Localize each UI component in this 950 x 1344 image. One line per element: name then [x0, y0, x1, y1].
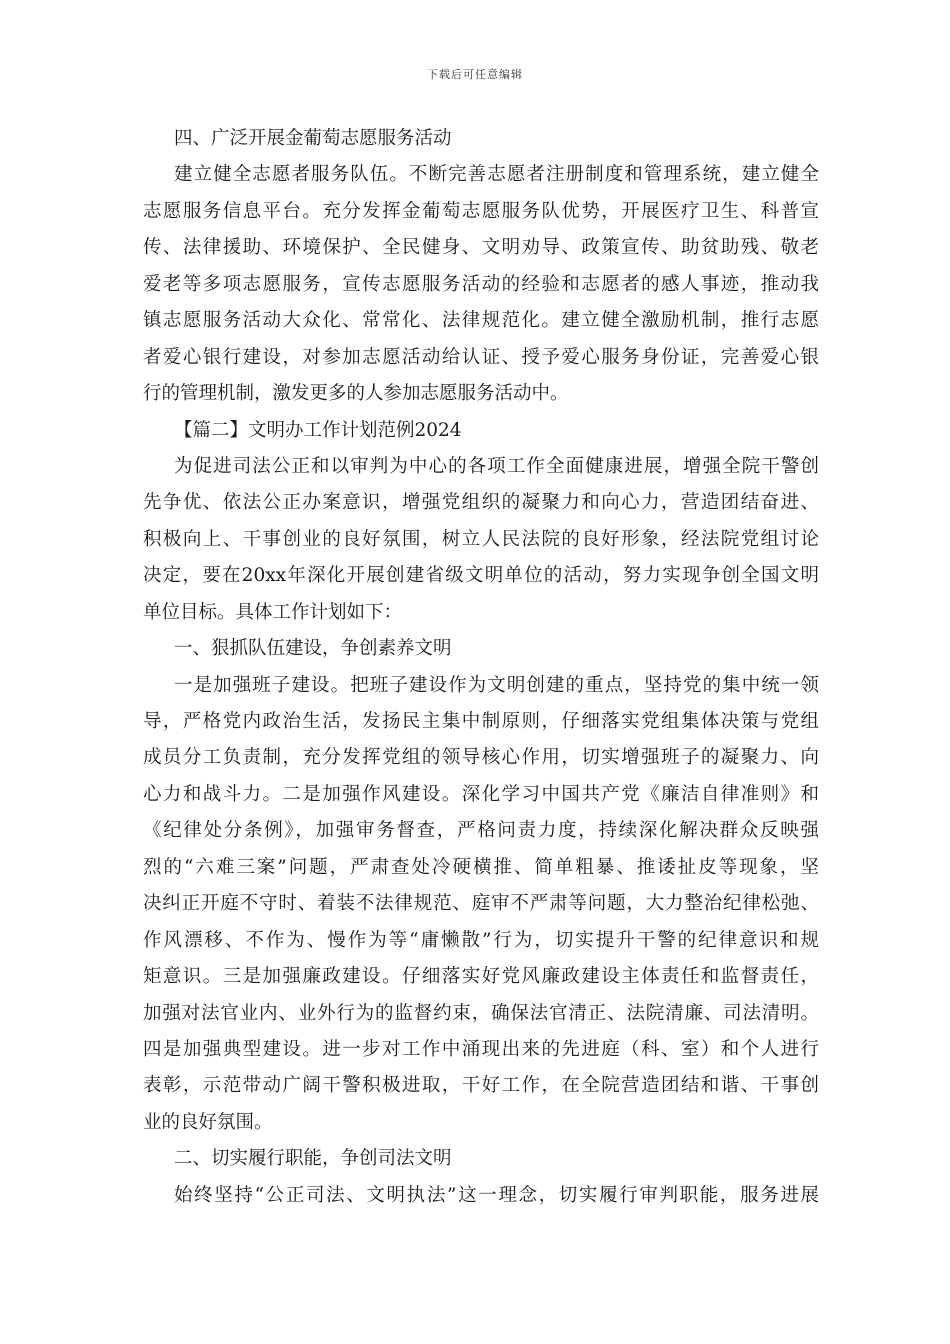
text-line: 行的管理机制，激发更多的人参加志愿服务活动中。 — [143, 383, 569, 405]
text-line: 爱老等多项志愿服务，宣传志愿服务活动的经验和志愿者的感人事迹，推动我 — [143, 273, 819, 295]
text-line: 一是加强班子建设。把班子建设作为文明创建的重点，坚持党的集中统一领 — [174, 674, 819, 696]
page-header-note: 下载后可任意编辑 — [427, 68, 523, 81]
text-line: 积极向上、干事创业的良好氛围，树立人民法院的良好形象，经法院党组讨论 — [143, 528, 819, 550]
text-line: 建立健全志愿者服务队伍。不断完善志愿者注册制度和管理系统，建立健全 — [174, 164, 819, 186]
text-line: 为促进司法公正和以审判为中心的各项工作全面健康进展，增强全院干警创 — [174, 455, 819, 477]
text-line: 加强对法官业内、业外行为的监督约束，确保法官清正、法院清廉、司法清明。 — [143, 1002, 819, 1024]
text-line: 作风漂移、不作为、慢作为等“庸懒散”行为，切实提升干警的纪律意识和规 — [143, 929, 819, 951]
text-line: 者爱心银行建设，对参加志愿活动给认证、授予爱心服务身份证，完善爱心银 — [143, 346, 819, 368]
text-line: 矩意识。三是加强廉政建设。仔细落实好党风廉政建设主体责任和监督责任， — [143, 966, 819, 988]
text-line: 四、广泛开展金葡萄志愿服务活动 — [174, 128, 452, 149]
text-line: 镇志愿服务活动大众化、常常化、法律规范化。建立健全激励机制，推行志愿 — [143, 310, 819, 332]
text-line: 始终坚持“公正司法、文明执法”这一理念，切实履行审判职能，服务进展 — [174, 1184, 819, 1206]
text-line: 先争优、依法公正办案意识，增强党组织的凝聚力和向心力，营造团结奋进、 — [143, 492, 819, 514]
text-line: 四是加强典型建设。进一步对工作中涌现出来的先进庭（科、室）和个人进行 — [143, 1038, 819, 1060]
text-line: 决纠正开庭不守时、着装不法律规范、庭审不严肃等问题，大力整治纪律松弛、 — [143, 893, 819, 915]
text-line: 心力和战斗力。二是加强作风建设。深化学习中国共产党《廉洁自律准则》和 — [143, 783, 819, 805]
text-line: 单位目标。具体工作计划如下： — [143, 601, 403, 623]
document-body — [143, 121, 819, 1214]
text-line: 二、切实履行职能，争创司法文明 — [174, 1148, 452, 1170]
text-line: 决定，要在20xx年深化开展创建省级文明单位的活动，努力实现争创全国文明 — [143, 565, 819, 587]
text-line: 烈的“六难三案”问题，严肃查处冷硬横推、简单粗暴、推诿扯皮等现象，坚 — [143, 856, 819, 878]
text-line: 成员分工负责制，充分发挥党组的领导核心作用，切实增强班子的凝聚力、向 — [143, 747, 819, 769]
text-line: 志愿服务信息平台。充分发挥金葡萄志愿服务队优势，开展医疗卫生、科普宣 — [143, 200, 819, 222]
text-line: 表彰，示范带动广阔干警积极进取，干好工作，在全院营造团结和谐、干事创 — [143, 1075, 819, 1097]
text-line: 【篇二】文明办工作计划范例2024 — [174, 419, 462, 441]
text-line: 导，严格党内政治生活，发扬民主集中制原则，仔细落实党组集体决策与党组 — [143, 711, 819, 732]
text-line: 业的良好氛围。 — [143, 1111, 273, 1133]
text-line: 传、法律援助、环境保护、全民健身、文明劝导、政策宣传、助贫助残、敬老 — [143, 237, 819, 259]
text-line: 一、狠抓队伍建设，争创素养文明 — [174, 638, 452, 660]
text-line: 《纪律处分条例》，加强审务督查，严格问责力度，持续深化解决群众反映强 — [143, 820, 819, 842]
